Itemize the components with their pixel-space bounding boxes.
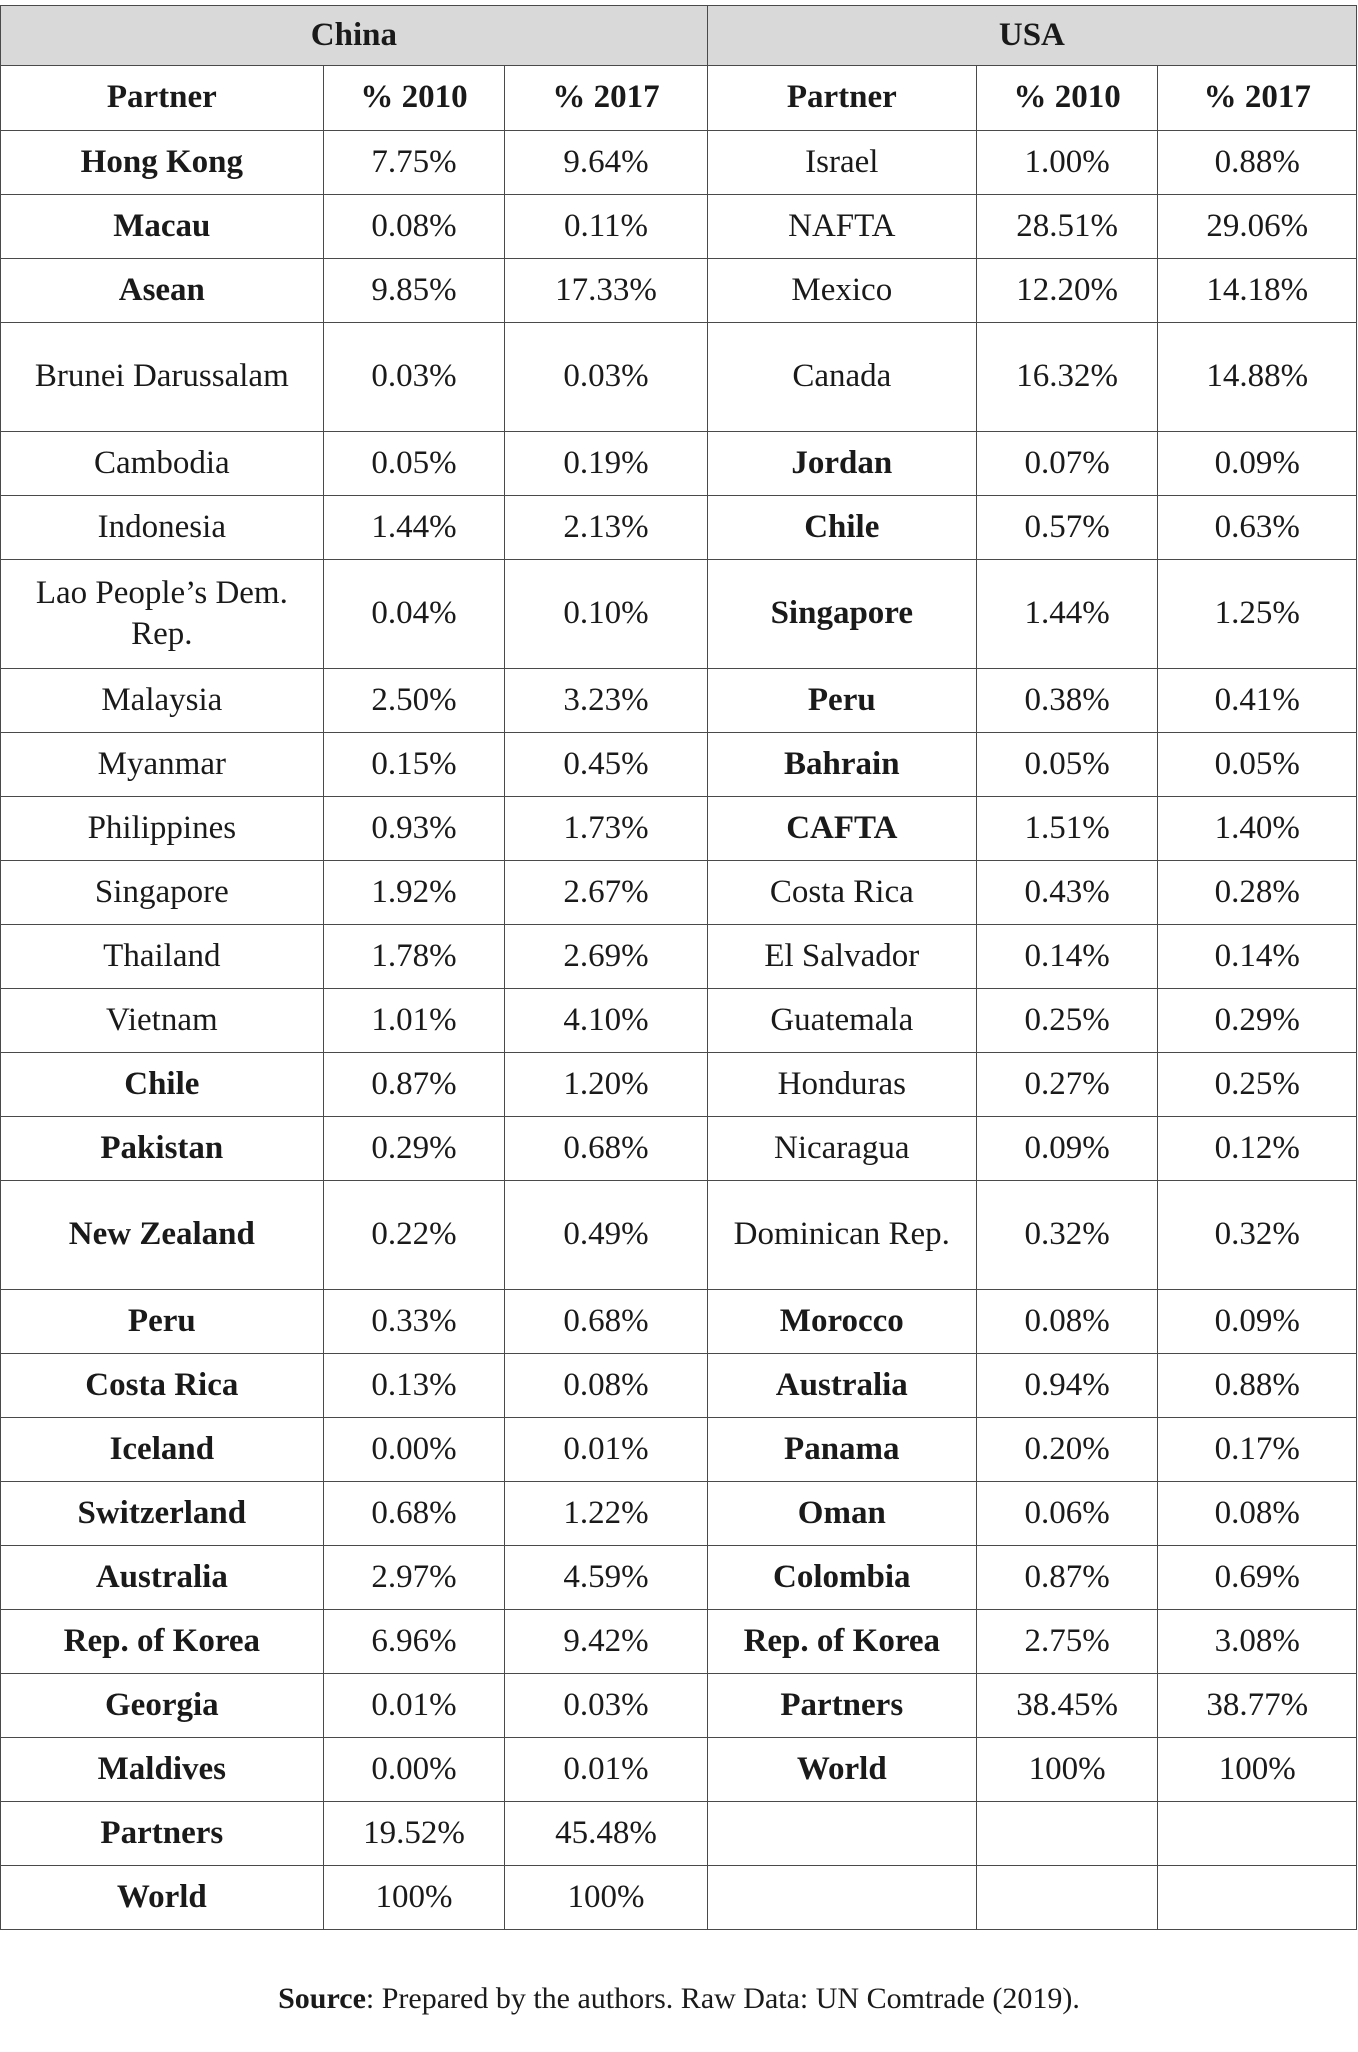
usa-share-2017-cell: 100% <box>1158 1738 1357 1802</box>
china-share-2017-cell: 1.20% <box>505 1053 708 1117</box>
china-share-2010-cell: 0.68% <box>323 1482 505 1546</box>
china-share-2017-cell: 0.11% <box>505 195 708 259</box>
table-row <box>1 432 1357 496</box>
usa-partner-cell: Guatemala <box>707 989 976 1053</box>
table-row <box>1 1053 1357 1117</box>
usa-share-2017-cell: 29.06% <box>1158 195 1357 259</box>
china-partner-cell: Pakistan <box>1 1117 324 1181</box>
usa-share-2010-cell: 2.75% <box>976 1610 1158 1674</box>
usa-share-2010-cell: 0.08% <box>976 1290 1158 1354</box>
usa-share-2017-cell: 0.41% <box>1158 669 1357 733</box>
china-share-2017-cell: 4.59% <box>505 1546 708 1610</box>
china-share-2017-cell: 0.03% <box>505 323 708 432</box>
usa-partner-cell: Jordan <box>707 432 976 496</box>
china-partner-cell: Philippines <box>1 797 324 861</box>
usa-partner-cell: Bahrain <box>707 733 976 797</box>
china-partner-cell: Chile <box>1 1053 324 1117</box>
usa-share-2010-cell: 1.44% <box>976 560 1158 669</box>
china-partner-cell: Indonesia <box>1 496 324 560</box>
china-partner-cell: Brunei Darussalam <box>1 323 324 432</box>
usa-share-2017-cell: 14.18% <box>1158 259 1357 323</box>
table-row <box>1 259 1357 323</box>
china-share-2017-cell: 1.73% <box>505 797 708 861</box>
china-share-2017-cell: 2.69% <box>505 925 708 989</box>
china-share-2010-cell: 2.50% <box>323 669 505 733</box>
china-partner-cell: Rep. of Korea <box>1 1610 324 1674</box>
table-row <box>1 131 1357 195</box>
usa-share-2010-cell: 1.51% <box>976 797 1158 861</box>
china-partner-cell: Malaysia <box>1 669 324 733</box>
china-partner-cell: New Zealand <box>1 1181 324 1290</box>
usa-share-2010-cell: 0.38% <box>976 669 1158 733</box>
usa-partner-cell: Mexico <box>707 259 976 323</box>
usa-partner-cell: El Salvador <box>707 925 976 989</box>
china-partner-cell: Costa Rica <box>1 1354 324 1418</box>
china-partner-cell: Lao People’s Dem. Rep. <box>1 560 324 669</box>
china-share-2017-cell: 0.19% <box>505 432 708 496</box>
usa-share-2017-cell: 0.09% <box>1158 1290 1357 1354</box>
china-share-2010-cell: 100% <box>323 1866 505 1930</box>
china-share-2010-cell: 0.33% <box>323 1290 505 1354</box>
usa-share-2017-cell: 0.08% <box>1158 1482 1357 1546</box>
china-2010-header: % 2010 <box>323 66 505 131</box>
china-partner-cell: Cambodia <box>1 432 324 496</box>
china-share-2010-cell: 1.92% <box>323 861 505 925</box>
usa-partner-cell: Panama <box>707 1418 976 1482</box>
usa-share-2017-cell: 0.09% <box>1158 432 1357 496</box>
table-row <box>1 925 1357 989</box>
usa-partner-cell: Peru <box>707 669 976 733</box>
table-row <box>1 1117 1357 1181</box>
china-share-2010-cell: 2.97% <box>323 1546 505 1610</box>
usa-share-2010-cell: 0.14% <box>976 925 1158 989</box>
china-2017-header: % 2017 <box>505 66 708 131</box>
china-share-2010-cell: 0.87% <box>323 1053 505 1117</box>
table-row <box>1 1546 1357 1610</box>
usa-share-2010-cell: 0.25% <box>976 989 1158 1053</box>
china-share-2010-cell: 0.13% <box>323 1354 505 1418</box>
table-row <box>1 323 1357 432</box>
table-row <box>1 1866 1357 1930</box>
usa-share-2017-cell: 1.25% <box>1158 560 1357 669</box>
usa-partner-cell: Honduras <box>707 1053 976 1117</box>
china-partner-cell: Asean <box>1 259 324 323</box>
table-row <box>1 1290 1357 1354</box>
china-share-2010-cell: 0.04% <box>323 560 505 669</box>
usa-share-2010-cell: 12.20% <box>976 259 1158 323</box>
usa-share-2017-cell: 0.05% <box>1158 733 1357 797</box>
china-share-2017-cell: 0.01% <box>505 1418 708 1482</box>
usa-partner-cell: Rep. of Korea <box>707 1610 976 1674</box>
china-share-2010-cell: 6.96% <box>323 1610 505 1674</box>
trade-share-table <box>0 5 1357 1930</box>
china-share-2017-cell: 9.42% <box>505 1610 708 1674</box>
china-share-2010-cell: 0.22% <box>323 1181 505 1290</box>
usa-share-2017-cell: 0.29% <box>1158 989 1357 1053</box>
china-share-2010-cell: 0.08% <box>323 195 505 259</box>
table-row <box>1 560 1357 669</box>
usa-partner-cell: NAFTA <box>707 195 976 259</box>
usa-partner-cell: Oman <box>707 1482 976 1546</box>
china-partner-cell: Singapore <box>1 861 324 925</box>
usa-share-2010-cell: 0.57% <box>976 496 1158 560</box>
table-body <box>1 131 1357 1930</box>
usa-share-2017-cell: 3.08% <box>1158 1610 1357 1674</box>
china-share-2017-cell: 0.01% <box>505 1738 708 1802</box>
column-header-row <box>1 66 1357 131</box>
usa-partner-cell: Costa Rica <box>707 861 976 925</box>
china-share-2017-cell: 9.64% <box>505 131 708 195</box>
usa-share-2017-cell: 38.77% <box>1158 1674 1357 1738</box>
usa-share-2010-cell: 38.45% <box>976 1674 1158 1738</box>
china-share-2017-cell: 45.48% <box>505 1802 708 1866</box>
usa-partner-cell: Australia <box>707 1354 976 1418</box>
china-share-2010-cell: 9.85% <box>323 259 505 323</box>
table-row <box>1 1674 1357 1738</box>
source-label: Source <box>278 1982 366 2015</box>
china-partner-cell: Hong Kong <box>1 131 324 195</box>
china-share-2010-cell: 7.75% <box>323 131 505 195</box>
china-partner-cell: Thailand <box>1 925 324 989</box>
usa-share-2017-cell: 1.40% <box>1158 797 1357 861</box>
usa-partner-cell: Colombia <box>707 1546 976 1610</box>
usa-share-2017-cell: 14.88% <box>1158 323 1357 432</box>
usa-share-2010-cell: 0.94% <box>976 1354 1158 1418</box>
usa-share-2017-cell <box>1158 1866 1357 1930</box>
china-partner-cell: Iceland <box>1 1418 324 1482</box>
usa-share-2010-cell: 0.09% <box>976 1117 1158 1181</box>
usa-partner-cell: Dominican Rep. <box>707 1181 976 1290</box>
china-share-2010-cell: 0.93% <box>323 797 505 861</box>
usa-share-2010-cell: 0.27% <box>976 1053 1158 1117</box>
usa-share-2010-cell: 0.07% <box>976 432 1158 496</box>
usa-share-2017-cell: 0.69% <box>1158 1546 1357 1610</box>
china-partner-cell: Maldives <box>1 1738 324 1802</box>
source-text: : Prepared by the authors. Raw Data: UN Comtrade (2019). <box>365 1982 1080 2015</box>
china-share-2017-cell: 1.22% <box>505 1482 708 1546</box>
usa-2017-header: % 2017 <box>1158 66 1357 131</box>
china-partner-cell: Vietnam <box>1 989 324 1053</box>
usa-share-2010-cell: 0.20% <box>976 1418 1158 1482</box>
table-row <box>1 195 1357 259</box>
china-partner-cell: Macau <box>1 195 324 259</box>
table-row <box>1 733 1357 797</box>
china-share-2010-cell: 0.05% <box>323 432 505 496</box>
china-partner-cell: Peru <box>1 1290 324 1354</box>
china-share-2010-cell: 0.03% <box>323 323 505 432</box>
usa-share-2010-cell: 28.51% <box>976 195 1158 259</box>
china-share-2017-cell: 0.45% <box>505 733 708 797</box>
usa-share-2017-cell <box>1158 1802 1357 1866</box>
usa-partner-cell: Singapore <box>707 560 976 669</box>
usa-share-2017-cell: 0.88% <box>1158 131 1357 195</box>
china-share-2017-cell: 0.03% <box>505 1674 708 1738</box>
usa-2010-header: % 2010 <box>976 66 1158 131</box>
china-partner-header: Partner <box>1 66 324 131</box>
china-share-2010-cell: 1.44% <box>323 496 505 560</box>
table-row <box>1 496 1357 560</box>
china-share-2017-cell: 100% <box>505 1866 708 1930</box>
china-partner-cell: World <box>1 1866 324 1930</box>
usa-partner-cell: CAFTA <box>707 797 976 861</box>
china-share-2017-cell: 17.33% <box>505 259 708 323</box>
china-partner-cell: Switzerland <box>1 1482 324 1546</box>
china-share-2017-cell: 0.10% <box>505 560 708 669</box>
table-row <box>1 797 1357 861</box>
table-row <box>1 1354 1357 1418</box>
china-partner-cell: Partners <box>1 1802 324 1866</box>
usa-share-2010-cell: 0.87% <box>976 1546 1158 1610</box>
china-share-2010-cell: 0.15% <box>323 733 505 797</box>
china-share-2017-cell: 2.67% <box>505 861 708 925</box>
usa-share-2010-cell: 16.32% <box>976 323 1158 432</box>
table-row <box>1 1418 1357 1482</box>
table-row <box>1 1802 1357 1866</box>
usa-share-2017-cell: 0.88% <box>1158 1354 1357 1418</box>
usa-partner-header: Partner <box>707 66 976 131</box>
usa-partner-cell: Chile <box>707 496 976 560</box>
usa-share-2017-cell: 0.14% <box>1158 925 1357 989</box>
china-share-2017-cell: 0.68% <box>505 1117 708 1181</box>
usa-partner-cell: Israel <box>707 131 976 195</box>
usa-share-2017-cell: 0.12% <box>1158 1117 1357 1181</box>
china-partner-cell: Georgia <box>1 1674 324 1738</box>
china-share-2010-cell: 1.01% <box>323 989 505 1053</box>
china-share-2010-cell: 1.78% <box>323 925 505 989</box>
usa-share-2010-cell: 0.05% <box>976 733 1158 797</box>
group-header-usa: USA <box>707 6 1356 66</box>
usa-share-2010-cell: 0.43% <box>976 861 1158 925</box>
usa-share-2017-cell: 0.63% <box>1158 496 1357 560</box>
china-share-2010-cell: 19.52% <box>323 1802 505 1866</box>
china-share-2010-cell: 0.29% <box>323 1117 505 1181</box>
table-row <box>1 861 1357 925</box>
table-row <box>1 989 1357 1053</box>
table-row <box>1 1482 1357 1546</box>
table-row <box>1 1610 1357 1674</box>
usa-share-2010-cell <box>976 1802 1158 1866</box>
usa-partner-cell: Morocco <box>707 1290 976 1354</box>
table-row <box>1 669 1357 733</box>
table-row <box>1 1738 1357 1802</box>
china-partner-cell: Myanmar <box>1 733 324 797</box>
source-note <box>0 1982 1358 2016</box>
table-row <box>1 1181 1357 1290</box>
china-share-2010-cell: 0.00% <box>323 1418 505 1482</box>
usa-share-2010-cell: 100% <box>976 1738 1158 1802</box>
group-header-china: China <box>1 6 708 66</box>
usa-share-2017-cell: 0.17% <box>1158 1418 1357 1482</box>
trade-share-table-container <box>0 5 1357 1930</box>
usa-share-2017-cell: 0.25% <box>1158 1053 1357 1117</box>
china-share-2017-cell: 4.10% <box>505 989 708 1053</box>
usa-partner-cell: World <box>707 1738 976 1802</box>
usa-partner-cell: Partners <box>707 1674 976 1738</box>
china-share-2017-cell: 2.13% <box>505 496 708 560</box>
usa-partner-cell: Nicaragua <box>707 1117 976 1181</box>
usa-partner-cell <box>707 1866 976 1930</box>
china-partner-cell: Australia <box>1 1546 324 1610</box>
group-header-row <box>1 6 1357 66</box>
china-share-2017-cell: 0.49% <box>505 1181 708 1290</box>
china-share-2017-cell: 3.23% <box>505 669 708 733</box>
usa-share-2010-cell <box>976 1866 1158 1930</box>
china-share-2017-cell: 0.68% <box>505 1290 708 1354</box>
usa-share-2010-cell: 0.06% <box>976 1482 1158 1546</box>
usa-partner-cell: Canada <box>707 323 976 432</box>
china-share-2017-cell: 0.08% <box>505 1354 708 1418</box>
usa-share-2017-cell: 0.28% <box>1158 861 1357 925</box>
usa-share-2017-cell: 0.32% <box>1158 1181 1357 1290</box>
usa-share-2010-cell: 0.32% <box>976 1181 1158 1290</box>
china-share-2010-cell: 0.01% <box>323 1674 505 1738</box>
china-share-2010-cell: 0.00% <box>323 1738 505 1802</box>
usa-partner-cell <box>707 1802 976 1866</box>
usa-share-2010-cell: 1.00% <box>976 131 1158 195</box>
